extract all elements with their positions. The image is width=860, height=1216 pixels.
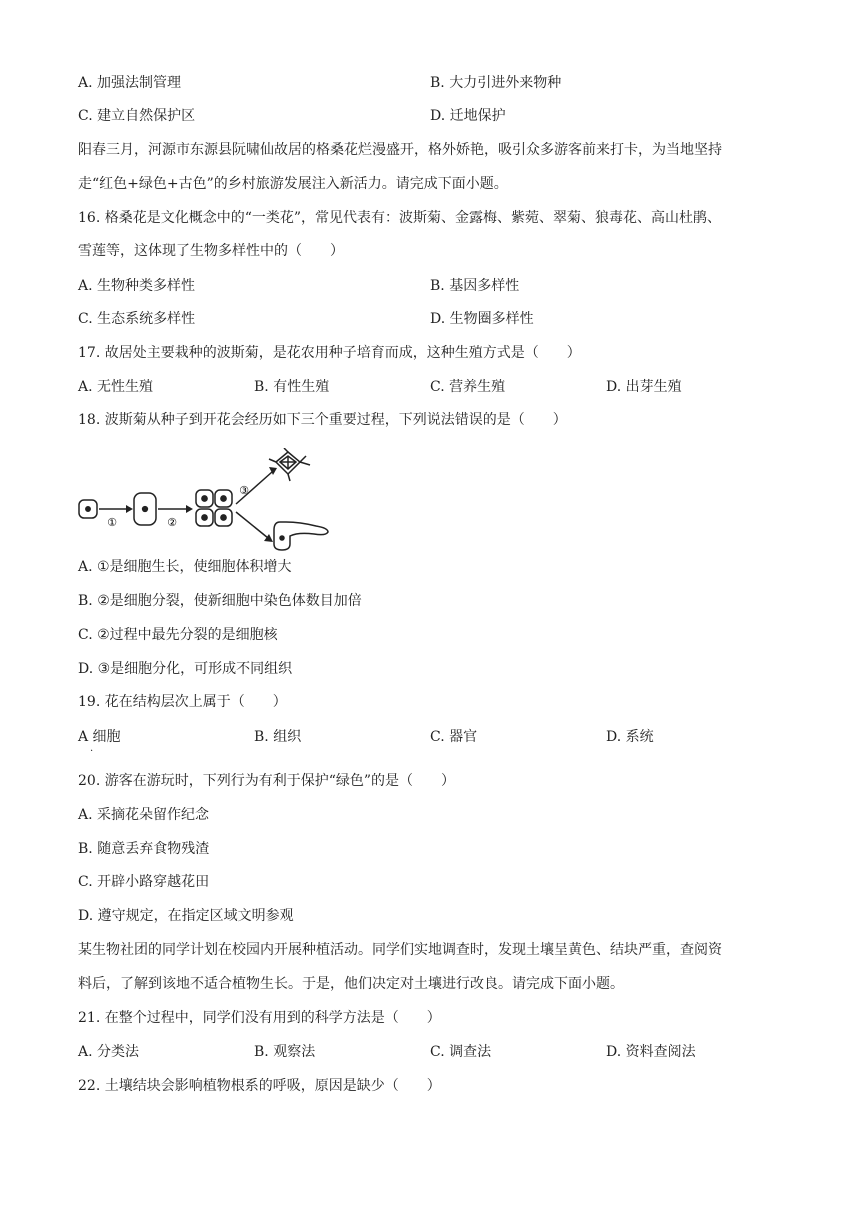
- q18-option-d: D. ③是细胞分化，可形成不同组织: [78, 661, 293, 677]
- q15-option-c: C. 建立自然保护区: [78, 108, 196, 124]
- q20-option-d: D. 遵守规定，在指定区域文明参观: [78, 908, 294, 924]
- q16-option-d: D. 生物圈多样性: [430, 311, 534, 327]
- q17-option-d: D. 出芽生殖: [606, 379, 682, 395]
- passage2-line1: 某生物社团的同学计划在校园内开展种植活动。同学们实地调查时，发现土壤呈黄色、结块严重，查阅资: [78, 942, 722, 958]
- diagram-label-1: ①: [107, 516, 117, 529]
- q19-option-c: C. 器官: [430, 729, 478, 745]
- q21-option-c: C. 调查法: [430, 1044, 492, 1060]
- q19-option-b: B. 组织: [254, 729, 302, 745]
- cell-nucleus: [86, 507, 90, 511]
- diagram-label-3: ③: [239, 484, 249, 497]
- q18-option-a: A. ①是细胞生长，使细胞体积增大: [78, 559, 292, 575]
- q18-option-c: C. ②过程中最先分裂的是细胞核: [78, 627, 278, 643]
- q20-option-c: C. 开辟小路穿越花田: [78, 874, 210, 890]
- q19-stem: 19. 花在结构层次上属于（ ）: [78, 694, 287, 710]
- differentiated-cell-bottom: [274, 522, 328, 550]
- q17-option-a: A. 无性生殖: [78, 379, 154, 395]
- q20-stem: 20. 游客在游玩时，下列行为有利于保护“绿色”的是（ ）: [78, 773, 456, 789]
- differentiated-cell-top: [269, 448, 310, 481]
- q16-option-a: A. 生物种类多样性: [78, 278, 196, 294]
- passage1-line1: 阳春三月，河源市东源县阮啸仙故居的格桑花烂漫盛开，格外娇艳，吸引众多游客前来打卡，为当地坚持: [78, 142, 722, 158]
- q16-stem-line1: 16. 格桑花是文化概念中的“一类花”，常见代表有：波斯菊、金露梅、紫菀、翠菊、狼毒花、高山杜鹃、: [78, 210, 722, 226]
- passage2-line2: 料后，了解到该地不适合植物生长。于是，他们决定对土壤进行改良。请完成下面小题。: [78, 976, 624, 992]
- q20-option-a: A. 采摘花朵留作纪念: [78, 807, 210, 823]
- q16-option-c: C. 生态系统多样性: [78, 311, 196, 327]
- cell-process-diagram: [76, 448, 346, 552]
- q20-option-b: B. 随意丢弃食物残渣: [78, 841, 210, 857]
- q21-option-b: B. 观察法: [254, 1044, 316, 1060]
- q17-option-c: C. 营养生殖: [430, 379, 506, 395]
- passage1-line2: 走“红色+绿色+古色”的乡村旅游发展注入新活力。请完成下面小题。: [78, 176, 508, 192]
- q19-option-a: A 细胞: [78, 729, 121, 745]
- divided-cells: [196, 490, 232, 526]
- q15-option-b: B. 大力引进外来物种: [430, 75, 562, 91]
- q19-option-a-dot: .: [90, 743, 94, 754]
- q21-option-d: D. 资料查阅法: [606, 1044, 696, 1060]
- arrow-3-down: [236, 512, 268, 538]
- q22-stem: 22. 土壤结块会影响植物根系的呼吸，原因是缺少（ ）: [78, 1078, 441, 1094]
- q21-stem: 21. 在整个过程中，同学们没有用到的科学方法是（ ）: [78, 1010, 441, 1026]
- diagram-label-2: ②: [167, 516, 177, 529]
- q17-option-b: B. 有性生殖: [254, 379, 330, 395]
- q15-option-d: D. 迁地保护: [430, 108, 506, 124]
- q15-option-a: A. 加强法制管理: [78, 75, 182, 91]
- q16-stem-line2: 雪莲等，这体现了生物多样性中的（ ）: [78, 243, 344, 259]
- q17-stem: 17. 故居处主要栽种的波斯菊，是花农用种子培育而成，这种生殖方式是（ ）: [78, 345, 581, 361]
- q16-option-b: B. 基因多样性: [430, 278, 520, 294]
- q18-stem: 18. 波斯菊从种子到开花会经历如下三个重要过程，下列说法错误的是（ ）: [78, 412, 567, 428]
- q19-option-d: D. 系统: [606, 729, 654, 745]
- q21-option-a: A. 分类法: [78, 1044, 140, 1060]
- q18-option-b: B. ②是细胞分裂，使新细胞中染色体数目加倍: [78, 593, 362, 609]
